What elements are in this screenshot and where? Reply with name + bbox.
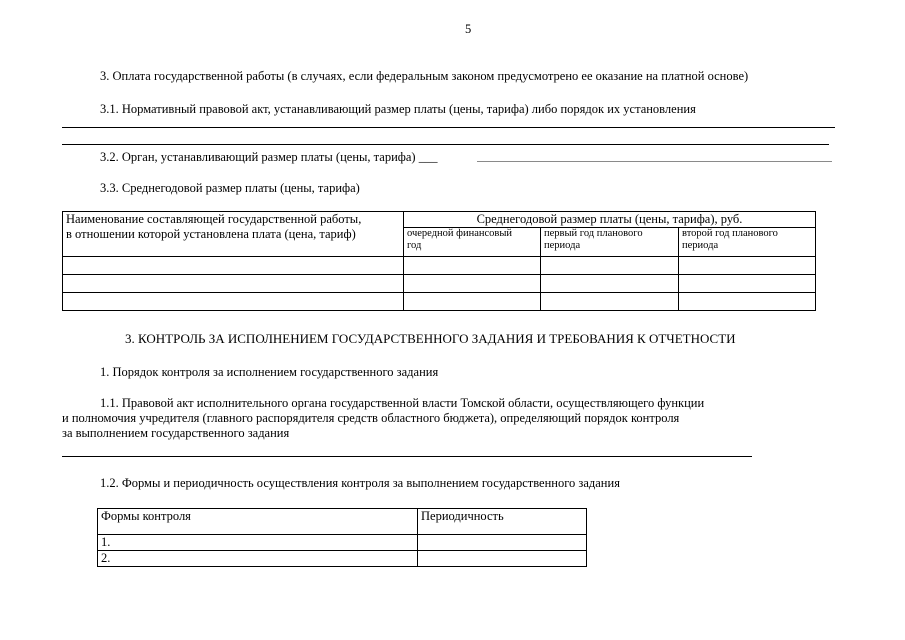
subheader-line: второй год планового <box>682 228 778 239</box>
section-3-3-text: 3.3. Среднегодовой размер платы (цены, тарифа) <box>100 181 360 195</box>
table-cell[interactable] <box>63 293 404 311</box>
table-cell[interactable] <box>63 275 404 293</box>
table-cell[interactable] <box>679 293 816 311</box>
control-item-1-1-line2: и полномочия учредителя (главного распорядителя средств областного бюджета), определяющий порядок контроля <box>62 411 680 425</box>
control-item-1: 1. Порядок контроля за исполнением государственного задания <box>100 365 439 379</box>
price-table-name-header-line1: Наименование составляющей государственной работы, <box>66 212 362 226</box>
table-row <box>63 275 816 293</box>
blank-line-3 <box>477 161 832 162</box>
subheader-line: год <box>407 240 422 251</box>
price-table-subheader-second-plan-year <box>679 228 816 257</box>
table-cell[interactable] <box>404 257 541 275</box>
price-table-group-header: Среднегодовой размер платы (цены, тарифа), руб. <box>404 212 816 228</box>
control-table <box>97 508 587 567</box>
control-item-1-1-line3: за выполнением государственного задания <box>62 426 290 440</box>
table-cell[interactable] <box>679 257 816 275</box>
table-row <box>63 293 816 311</box>
control-table-periodicity-header: Периодичность <box>418 509 587 535</box>
table-cell[interactable] <box>541 293 679 311</box>
subheader-line: первый год планового <box>544 228 643 239</box>
control-table-forms-header: Формы контроля <box>98 509 418 535</box>
price-table-name-header-line2: в отношении которой установлена плата (цена, тариф) <box>66 227 356 241</box>
control-heading: 3. КОНТРОЛЬ ЗА ИСПОЛНЕНИЕМ ГОСУДАРСТВЕННОГО ЗАДАНИЯ И ТРЕБОВАНИЯ К ОТЧЕТНОСТИ <box>125 331 736 346</box>
table-cell[interactable] <box>541 257 679 275</box>
table-cell[interactable] <box>541 275 679 293</box>
table-row <box>63 257 816 275</box>
price-table-name-header <box>63 212 404 257</box>
table-cell[interactable] <box>404 275 541 293</box>
subheader-line: периода <box>544 240 581 251</box>
blank-line-4 <box>62 456 752 457</box>
blank-line-2 <box>62 144 829 145</box>
section-3-2-text: 3.2. Орган, устанавливающий размер платы (цены, тарифа) ___ <box>100 150 438 164</box>
price-table <box>62 211 816 311</box>
control-table-row-label[interactable]: 1. <box>98 535 418 551</box>
control-item-1-1-line1: 1.1. Правовой акт исполнительного органа государственной власти Томской области, осуществляющего функции <box>100 396 705 410</box>
blank-line-1 <box>62 127 835 128</box>
section-3-1-text: 3.1. Нормативный правовой акт, устанавливающий размер платы (цены, тарифа) либо порядок их установления <box>100 102 696 116</box>
table-row <box>98 535 587 551</box>
subheader-line: периода <box>682 240 719 251</box>
table-cell[interactable] <box>418 535 587 551</box>
table-cell[interactable] <box>679 275 816 293</box>
price-table-subheader-first-plan-year <box>541 228 679 257</box>
price-table-subheader-current-year <box>404 228 541 257</box>
subheader-line: очередной финансовый <box>407 228 513 239</box>
page-number: 5 <box>465 22 472 36</box>
table-cell[interactable] <box>418 551 587 567</box>
section-3-title: 3. Оплата государственной работы (в случаях, если федеральным законом предусмотрено ее оказание на платной основе) <box>100 69 749 83</box>
table-cell[interactable] <box>404 293 541 311</box>
table-cell[interactable] <box>63 257 404 275</box>
control-table-row-label[interactable]: 2. <box>98 551 418 567</box>
control-item-1-2: 1.2. Формы и периодичность осуществления контроля за выполнением государственного задания <box>100 476 620 490</box>
table-row <box>98 551 587 567</box>
